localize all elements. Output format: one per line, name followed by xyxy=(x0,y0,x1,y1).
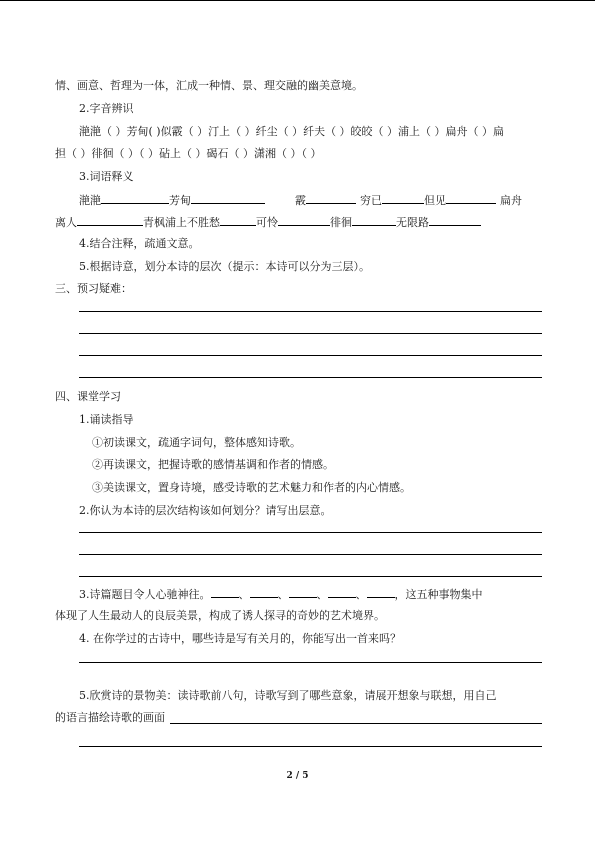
answer-blank[interactable] xyxy=(306,192,356,204)
question-4: 4. 在你学过的古诗中，哪些诗是写有关月的，你能写出一首来吗？ xyxy=(79,632,401,645)
answer-line[interactable] xyxy=(79,377,542,378)
separator: 、 xyxy=(316,588,328,601)
page-top-border xyxy=(0,0,595,1)
answer-line[interactable] xyxy=(79,554,542,555)
answer-line[interactable] xyxy=(79,746,542,747)
answer-blank[interactable] xyxy=(429,214,481,226)
answer-line[interactable] xyxy=(170,723,542,724)
answer-line[interactable] xyxy=(79,355,542,356)
answer-blank[interactable] xyxy=(278,214,330,226)
term: 但见 xyxy=(424,194,446,207)
reading-step-1: ①初读课文，疏通字词句，整体感知诗歌。 xyxy=(92,436,301,449)
answer-blank[interactable] xyxy=(289,586,317,598)
answer-line[interactable] xyxy=(79,532,542,533)
page-number: 2 / 5 xyxy=(286,771,309,781)
term: 离人 xyxy=(55,216,77,229)
answer-line[interactable] xyxy=(79,333,542,334)
answer-line[interactable] xyxy=(79,662,542,663)
section-4-text: 4.结合注释，疏通文意。 xyxy=(79,237,200,250)
answer-line[interactable] xyxy=(79,311,542,312)
answer-blank[interactable] xyxy=(220,214,256,226)
answer-blank[interactable] xyxy=(446,192,496,204)
question-3-line-1 xyxy=(79,586,483,602)
question-3-text: ，这五种事物集中 xyxy=(394,588,483,601)
answer-blank[interactable] xyxy=(367,586,395,598)
intro-text: 情、画意、哲理为一体，汇成一种情、景、理交融的幽美意境。 xyxy=(55,79,363,92)
term: 徘徊 xyxy=(330,216,352,229)
answer-blank[interactable] xyxy=(101,192,169,204)
term: 无限路 xyxy=(396,216,429,229)
term: 扁舟 xyxy=(500,194,522,207)
term: 可怜 xyxy=(256,216,278,229)
term: 青枫浦上不胜愁 xyxy=(143,216,220,229)
answer-line[interactable] xyxy=(79,576,542,577)
term: 滟滟 xyxy=(79,194,101,207)
answer-blank[interactable] xyxy=(328,586,356,598)
reading-step-3: ③美读课文，置身诗境，感受诗歌的艺术魅力和作者的内心情感。 xyxy=(92,481,411,494)
question-2: 2.你认为本诗的层次结构该如何划分？请写出层意。 xyxy=(79,504,332,517)
section-2-row-2: 担（ ）徘徊（ ）（ ）砧上（ ）碣石（ ）潇湘（ ）（ ） xyxy=(55,147,322,160)
section-2-heading: 2.字音辨识 xyxy=(79,102,134,115)
section-3-heading: 3.词语释义 xyxy=(79,170,134,183)
reading-step-2: ②再读课文，把握诗歌的感情基调和作者的情感。 xyxy=(92,458,334,471)
question-5-line-1: 5.欣赏诗的景物美：读诗歌前八句，诗歌写到了哪些意象，请展开想象与联想，用自己 xyxy=(79,689,497,702)
part-3-heading: 三、预习疑难： xyxy=(55,282,132,295)
question-3-line-2: 体现了人生最动人的良辰美景，构成了诱人探寻的奇妙的艺术境界。 xyxy=(55,609,385,622)
answer-blank[interactable] xyxy=(77,214,143,226)
term: 穷已 xyxy=(360,194,382,207)
section-3-row-2 xyxy=(55,214,481,230)
separator: 、 xyxy=(355,588,367,601)
answer-blank[interactable] xyxy=(211,586,239,598)
question-5-line-2 xyxy=(55,711,165,725)
answer-blank[interactable] xyxy=(191,192,265,204)
question-3-text: 3.诗篇题目令人心驰神往。 xyxy=(79,588,211,601)
term: 芳甸 xyxy=(169,194,191,207)
separator: 、 xyxy=(238,588,250,601)
question-1: 1.诵读指导 xyxy=(79,413,134,426)
section-2-row-1: 滟滟（ ）芳甸( )似霰（ ）汀上（ ）纤尘（ ）纤夫（ ）皎皎（ ）浦上（ ）扁舟（ ）扁 xyxy=(79,125,505,138)
question-5-text: 的语言描绘诗歌的画面 xyxy=(55,711,165,724)
answer-blank[interactable] xyxy=(352,214,396,226)
answer-blank[interactable] xyxy=(250,586,278,598)
answer-blank[interactable] xyxy=(382,192,424,204)
separator: 、 xyxy=(277,588,289,601)
part-4-heading: 四、课堂学习 xyxy=(55,390,121,403)
section-3-row-1 xyxy=(79,192,522,208)
term: 霰 xyxy=(295,194,306,207)
section-5-text: 5.根据诗意，划分本诗的层次（提示：本诗可以分为三层）。 xyxy=(79,260,370,273)
